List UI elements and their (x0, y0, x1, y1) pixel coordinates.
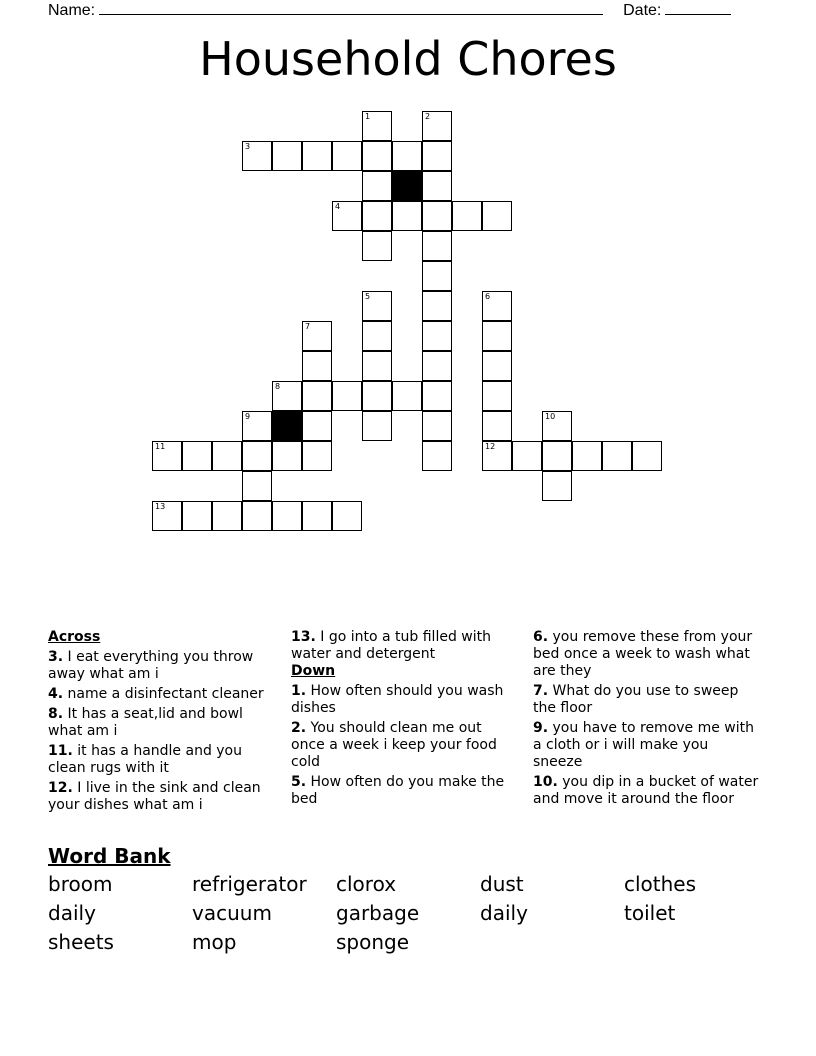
grid-cell[interactable] (362, 291, 392, 321)
clues-column-3 (533, 629, 761, 808)
grid-cell[interactable] (422, 351, 452, 381)
grid-cell[interactable] (422, 291, 452, 321)
clue-number: 2 (425, 112, 431, 121)
clue-down-9: 9. you have to remove me with a cloth or i will make you sneeze (533, 720, 755, 770)
clue-across-11: 11. it has a handle and you clean rugs with it (48, 743, 242, 776)
grid-cell[interactable] (602, 441, 632, 471)
clue-across-4: 4. name a disinfectant cleaner (48, 686, 264, 702)
clues-column-1 (48, 629, 276, 814)
date-field[interactable] (665, 0, 731, 15)
grid-cell[interactable] (242, 471, 272, 501)
across-heading: Across (48, 629, 101, 645)
grid-cell[interactable] (182, 441, 212, 471)
black-square (272, 411, 302, 441)
clue-number: 12 (485, 442, 496, 451)
grid-cell[interactable] (272, 381, 302, 411)
clue-across-3: 3. I eat everything you throw away what am i (48, 649, 254, 682)
clue-number: 7 (305, 322, 311, 331)
grid-cell[interactable] (452, 201, 482, 231)
word-bank-item: refrigerator (192, 872, 307, 896)
clue-number: 1 (365, 112, 371, 121)
clue-across-12: 12. I live in the sink and clean your dishes what am i (48, 780, 261, 813)
word-bank-item: dust (480, 872, 524, 896)
clue-down-2: 2. You should clean me out once a week i keep your food cold (291, 720, 497, 770)
grid-cell[interactable] (392, 201, 422, 231)
grid-cell[interactable] (542, 471, 572, 501)
clue-number: 3 (245, 142, 251, 151)
grid-cell[interactable] (332, 381, 362, 411)
word-bank-item: sponge (336, 930, 410, 954)
clue-down-6: 6. you remove these from your bed once a week to wash what are they (533, 629, 753, 679)
word-bank-item: sheets (48, 930, 114, 954)
word-bank-item: broom (48, 872, 113, 896)
grid-cell[interactable] (422, 441, 452, 471)
grid-cell[interactable] (362, 201, 392, 231)
grid-cell[interactable] (302, 411, 332, 441)
grid-cell[interactable] (152, 501, 182, 531)
clue-number: 10 (545, 412, 556, 421)
grid-cell[interactable] (302, 321, 332, 351)
clue-across-8: 8. It has a seat,lid and bowl what am i (48, 706, 243, 739)
grid-cell[interactable] (362, 321, 392, 351)
grid-cell[interactable] (572, 441, 602, 471)
clue-down-7: 7. What do you use to sweep the floor (533, 683, 739, 716)
grid-cell[interactable] (332, 501, 362, 531)
word-bank-item: clothes (624, 872, 697, 896)
word-bank (48, 872, 768, 959)
grid-cell[interactable] (302, 381, 332, 411)
grid-cell[interactable] (242, 411, 272, 441)
grid-cell[interactable] (422, 201, 452, 231)
grid-cell[interactable] (362, 381, 392, 411)
word-bank-item: vacuum (192, 901, 272, 925)
grid-cell[interactable] (422, 261, 452, 291)
grid-cell[interactable] (512, 441, 542, 471)
header (48, 0, 731, 20)
grid-cell[interactable] (302, 501, 332, 531)
grid-cell[interactable] (362, 351, 392, 381)
grid-cell[interactable] (212, 501, 242, 531)
clue-number: 5 (365, 292, 371, 301)
clue-down-5: 5. How often do you make the bed (291, 774, 505, 807)
date-label: Date: (623, 2, 662, 19)
clue-number: 4 (335, 202, 341, 211)
grid-cell[interactable] (242, 501, 272, 531)
clue-number: 8 (275, 382, 281, 391)
word-bank-item: toilet (624, 901, 676, 925)
grid-cell[interactable] (422, 381, 452, 411)
grid-cell[interactable] (272, 141, 302, 171)
name-field[interactable] (99, 0, 603, 15)
grid-cell[interactable] (302, 441, 332, 471)
grid-cell[interactable] (302, 141, 332, 171)
grid-cell[interactable] (242, 441, 272, 471)
grid-cell[interactable] (302, 351, 332, 381)
grid-cell[interactable] (272, 441, 302, 471)
clue-across-13: 13. I go into a tub filled with water and detergent (291, 629, 491, 662)
clue-number: 6 (485, 292, 491, 301)
grid-cell[interactable] (152, 441, 182, 471)
grid-cell[interactable] (332, 201, 362, 231)
grid-cell[interactable] (632, 441, 662, 471)
grid-cell[interactable] (542, 441, 572, 471)
word-bank-item: mop (192, 930, 237, 954)
clues-column-2 (291, 629, 519, 808)
word-bank-item: daily (480, 901, 528, 925)
down-heading: Down (291, 663, 336, 679)
grid-cell[interactable] (482, 321, 512, 351)
clue-down-10: 10. you dip in a bucket of water and move it around the floor (533, 774, 759, 807)
grid-cell[interactable] (422, 321, 452, 351)
grid-cell[interactable] (422, 111, 452, 141)
grid-cell[interactable] (362, 111, 392, 141)
grid-cell[interactable] (362, 231, 392, 261)
grid-cell[interactable] (362, 411, 392, 441)
word-bank-item: clorox (336, 872, 397, 896)
grid-cell[interactable] (422, 231, 452, 261)
word-bank-item: daily (48, 901, 96, 925)
grid-cell[interactable] (272, 501, 302, 531)
grid-cell[interactable] (482, 351, 512, 381)
word-bank-title: Word Bank (48, 844, 171, 868)
grid-cell[interactable] (362, 171, 392, 201)
grid-cell[interactable] (362, 141, 392, 171)
grid-cell[interactable] (392, 141, 422, 171)
clue-number: 9 (245, 412, 251, 421)
grid-cell[interactable] (242, 141, 272, 171)
grid-cell[interactable] (542, 411, 572, 441)
clue-number: 13 (155, 502, 166, 511)
name-label: Name: (48, 2, 96, 19)
grid-cell[interactable] (482, 291, 512, 321)
grid-cell[interactable] (482, 441, 512, 471)
grid-cell[interactable] (422, 171, 452, 201)
page-title: Household Chores (199, 32, 617, 86)
grid-cell[interactable] (422, 411, 452, 441)
grid-cell[interactable] (392, 381, 422, 411)
grid-cell[interactable] (212, 441, 242, 471)
clue-down-1: 1. How often should you wash dishes (291, 683, 504, 716)
clue-number: 11 (155, 442, 166, 451)
grid-cell[interactable] (182, 501, 212, 531)
grid-cell[interactable] (332, 141, 362, 171)
grid-cell[interactable] (482, 381, 512, 411)
word-bank-item: garbage (336, 901, 420, 925)
grid-cell[interactable] (482, 411, 512, 441)
grid-cell[interactable] (482, 201, 512, 231)
black-square (392, 171, 422, 201)
grid-cell[interactable] (422, 141, 452, 171)
